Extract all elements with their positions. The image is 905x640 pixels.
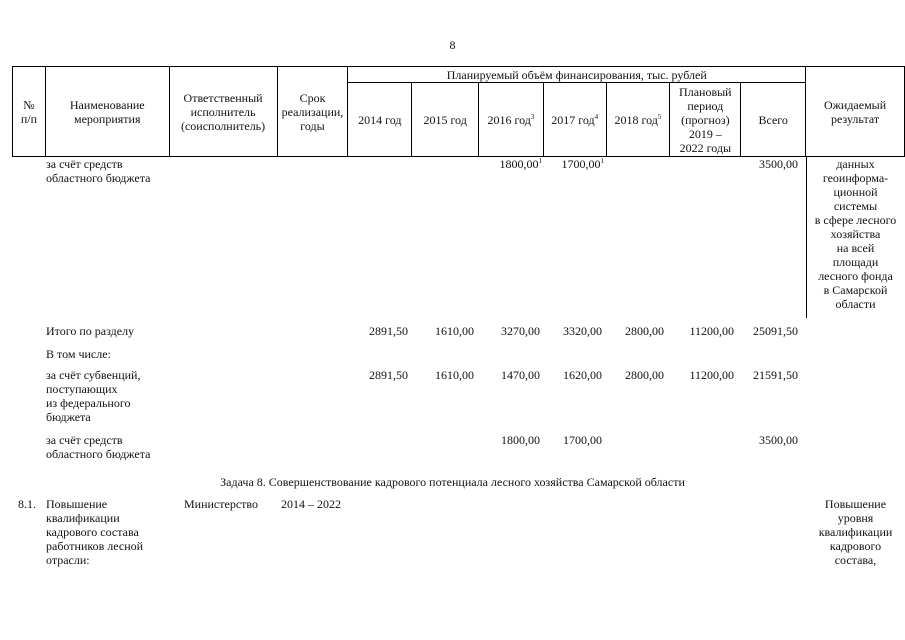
row-section-total-2018: 2800,00 [625, 324, 664, 338]
header-total: Всего [741, 83, 806, 157]
header-funding: Планируемый объём финансирования, тыс. рублей [348, 67, 806, 83]
row-regional-top-result: данных геоинформа- ционной системы в сфере лесного хозяйства на всей площади лесного фонда в Самарской области [814, 157, 897, 311]
header-2016: 2016 год$^3$ [479, 83, 544, 157]
row-regional-top-total: 3500,00 [759, 157, 798, 171]
header-2018: 2018 год$^5$ [606, 83, 670, 157]
row-subventions-2016: 1470,00 [501, 368, 540, 382]
row-subventions-2014: 2891,50 [369, 368, 408, 382]
table-header [12, 66, 905, 157]
row-section-total-plan: 11200,00 [689, 324, 734, 338]
header-2014: 2014 год [348, 83, 412, 157]
row-subventions-2017: 1620,00 [563, 368, 602, 382]
row-subventions-plan: 11200,00 [689, 368, 734, 382]
row-section-total-name: Итого по разделу [46, 324, 135, 338]
row-regional-2016: 1800,00 [501, 433, 540, 447]
row-8-1-result: Повышение уровня квалификации кадрового состава, [818, 497, 893, 567]
row-section-total-2017: 3320,00 [563, 324, 602, 338]
row-subventions-2018: 2800,00 [625, 368, 664, 382]
header-result: Ожидаемый результат [806, 67, 905, 157]
row-8-1-term: 2014 – 2022 [281, 497, 341, 511]
row-8-1-num: 8.1. [18, 497, 36, 511]
page-number: 8 [449, 38, 456, 52]
header-name: Наименование мероприятия [45, 67, 169, 157]
header-plan-period: Плановый период (прогноз) 2019 – 2022 годы [670, 83, 741, 157]
row-regional-name: за счёт средств областного бюджета [46, 433, 151, 461]
row-section-total-2014: 2891,50 [369, 324, 408, 338]
task8-title: Задача 8. Совершенствование кадрового потенциала лесного хозяйства Самарской области [220, 475, 685, 489]
header-term: Срок реализации, годы [277, 67, 348, 157]
row-regional-total: 3500,00 [759, 433, 798, 447]
row-regional-top-2016: 1800,00$^1$ [499, 157, 542, 171]
row-regional-top-2017: 1700,00$^1$ [561, 157, 604, 171]
row-section-total-2016: 3270,00 [501, 324, 540, 338]
row-including-label: В том числе: [46, 347, 111, 361]
row-section-total-2015: 1610,00 [435, 324, 474, 338]
row-regional-2017: 1700,00 [563, 433, 602, 447]
row-subventions-name: за счёт субвенций, поступающих из федерального бюджета [46, 368, 141, 424]
row-section-total-total: 25091,50 [753, 324, 798, 338]
header-2017: 2017 год$^4$ [543, 83, 606, 157]
row-8-1-name: Повышение квалификации кадрового состава работников лесной отрасли: [46, 497, 144, 567]
row-subventions-total: 21591,50 [753, 368, 798, 382]
header-num: № п/п [13, 67, 46, 157]
row-subventions-2015: 1610,00 [435, 368, 474, 382]
row-8-1-responsible: Министерство [184, 497, 258, 511]
row-regional-top-name: за счёт средств областного бюджета [46, 157, 151, 185]
header-responsible: Ответственный исполнитель (соисполнитель) [169, 67, 277, 157]
header-2015: 2015 год [412, 83, 479, 157]
